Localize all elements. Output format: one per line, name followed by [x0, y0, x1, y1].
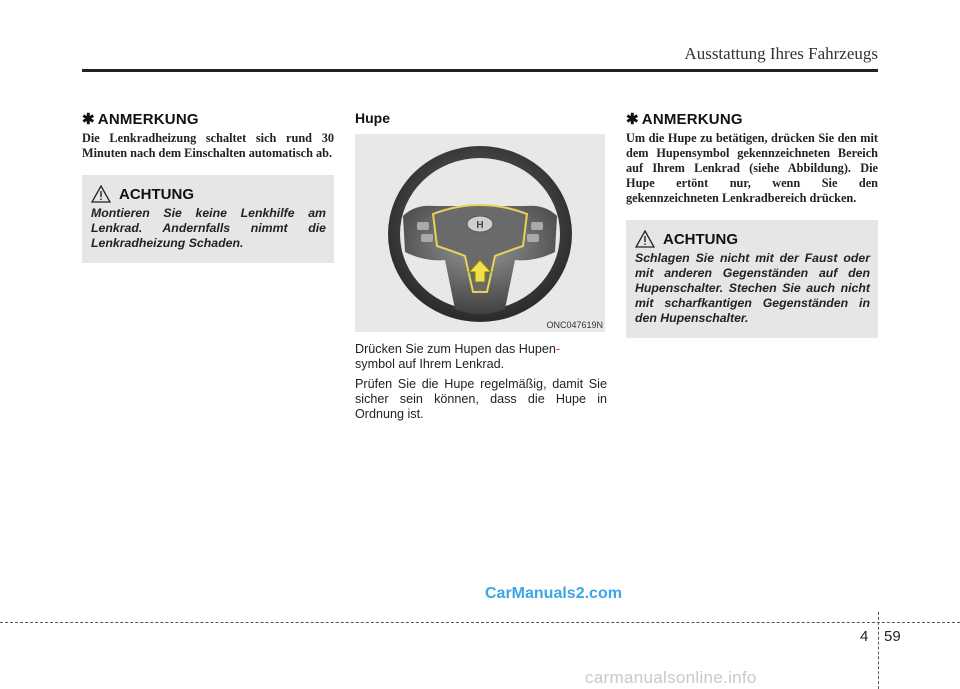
caution-heading: ACHTUNG	[635, 230, 870, 248]
footer-divider	[878, 612, 879, 689]
paragraph-1: Drücken Sie zum Hupen das Hupen- symbol auf Ihrem Lenkrad.	[355, 342, 561, 371]
page-number: 59	[884, 628, 901, 645]
steering-wheel-illustration	[355, 134, 605, 332]
note-heading: ✱ ANMERKUNG	[626, 111, 743, 128]
svg-text:H: H	[476, 220, 484, 231]
header-rule	[82, 69, 878, 72]
running-header: Ausstattung Ihres Fahrzeugs	[684, 44, 878, 63]
steering-wheel-figure	[355, 134, 605, 332]
footer-rule	[0, 622, 960, 623]
figure-code: ONC047619N	[546, 320, 603, 330]
caution-heading: ACHTUNG	[91, 185, 326, 203]
column-2	[355, 110, 607, 422]
caution-box	[82, 175, 334, 263]
section-title: Hupe	[355, 110, 390, 126]
column-3	[626, 110, 878, 338]
caution-box	[626, 220, 878, 338]
note-heading: ✱ ANMERKUNG	[82, 111, 199, 128]
watermark-link[interactable]: CarManuals2.com	[485, 585, 622, 602]
chapter-number: 4	[860, 628, 869, 645]
watermark-bottom: carmanualsonline.info	[585, 668, 757, 687]
note-text: Die Lenkradheizung schaltet sich rund 30 Minuten nach dem Einschalten automatisch ab.	[82, 131, 334, 160]
star-icon: ✱	[82, 111, 95, 128]
paragraph-2: Prüfen Sie die Hupe regelmäßig, damit Sie sicher sein können, dass die Hupe in Ordnung ist.	[355, 377, 607, 421]
warning-triangle-icon	[635, 230, 655, 248]
caution-text: Schlagen Sie nicht mit der Faust oder mit anderen Gegenständen auf den Hupenschalter. Stechen Sie auch nicht mit scharfkantigen Gegenständen in den Hupenschalter.	[635, 251, 870, 325]
column-1	[82, 110, 334, 263]
caution-text: Montieren Sie keine Lenkhilfe am Lenkrad. Andernfalls nimmt die Lenkradheizung Schaden.	[91, 206, 326, 250]
note-text: Um die Hupe zu betätigen, drücken Sie den mit dem Hupensymbol gekennzeichneten Bereich auf Ihrem Lenkrad (siehe Abbildung). Die Hupe ertönt nur, wenn Sie den gekennzeichneten Lenkradbereich drücken.	[626, 131, 878, 205]
star-icon: ✱	[626, 111, 639, 128]
warning-triangle-icon	[91, 185, 111, 203]
